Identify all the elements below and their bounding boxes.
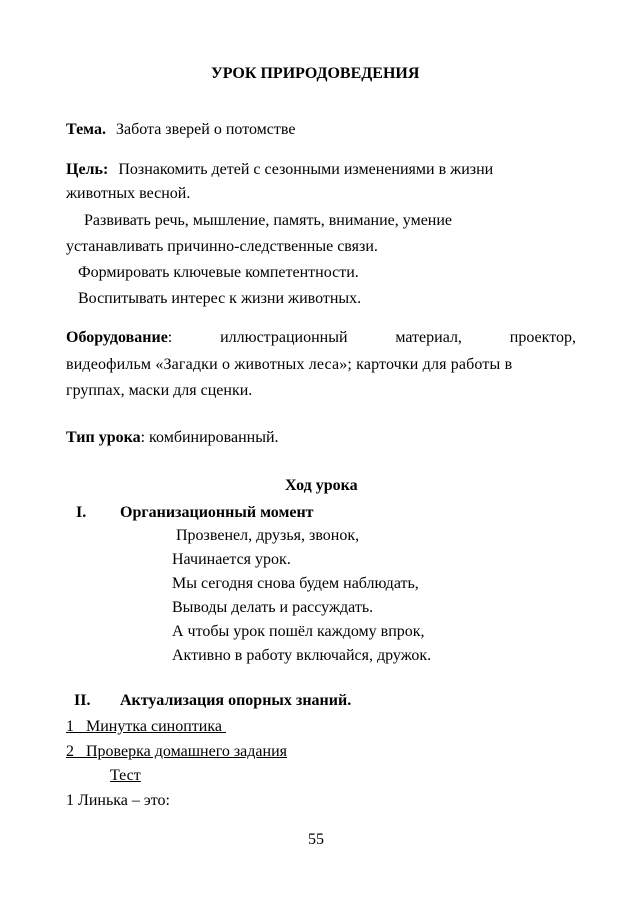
lesson-progress-title: Ход урока <box>285 477 358 494</box>
page-number: 55 <box>308 831 324 848</box>
goal-label: Цель: <box>66 161 109 178</box>
poem-line-4: Выводы делать и рассуждать. <box>172 599 374 616</box>
equipment-line-1 <box>66 328 576 348</box>
poem-line-2: Начинается урок. <box>172 551 291 568</box>
section-2-title: Актуализация опорных знаний. <box>120 692 352 709</box>
section-1-title: Организационный момент <box>120 504 314 521</box>
goal-text-6: Воспитывать интерес к жизни животных. <box>78 290 362 307</box>
test-label: Тест <box>110 767 141 784</box>
poem-line-5: А чтобы урок пошёл каждому впрок, <box>172 623 425 640</box>
goal-line-1 <box>66 160 493 180</box>
equipment-word-1: иллюстрационный <box>220 329 348 346</box>
tema-label: Тема. <box>66 121 106 138</box>
tema-line <box>66 120 295 140</box>
goal-text-4: устанавливать причинно-следственные связи. <box>66 238 378 255</box>
goal-text-1: Познакомить детей с сезонными изменениями в жизни <box>118 161 494 178</box>
equipment-head <box>66 328 172 348</box>
goal-text-5: Формировать ключевые компетентности. <box>78 264 359 281</box>
list-item-2: 2 Проверка домашнего задания <box>66 743 287 760</box>
section-2-number: II. <box>74 692 91 709</box>
list-item-1: 1 Минутка синоптика <box>66 718 226 735</box>
poem-line-1: Прозвенел, друзья, звонок, <box>176 527 360 544</box>
equipment-colon: : <box>167 329 173 346</box>
poem-line-3: Мы сегодня снова будем наблюдать, <box>172 575 419 592</box>
equipment-line-3: группах, маски для сценки. <box>66 382 253 399</box>
equipment-label: Оборудование <box>66 329 168 346</box>
lesson-type-label: Тип урока <box>66 429 141 446</box>
poem-line-6: Активно в работу включайся, дружок. <box>172 647 432 664</box>
goal-text-3: Развивать речь, мышление, память, внимание, умение <box>84 212 453 229</box>
tema-text: Забота зверей о потомстве <box>115 121 296 138</box>
equipment-word-3: проектор, <box>509 329 576 346</box>
lesson-type-text: : комбинированный. <box>140 429 279 446</box>
equipment-line-2: видеофильм «Загадки о животных леса»; карточки для работы в <box>66 356 513 373</box>
goal-text-2: животных весной. <box>66 185 191 202</box>
lesson-type-line <box>66 428 279 448</box>
page-title: УРОК ПРИРОДОВЕДЕНИЯ <box>211 65 420 82</box>
question-1: 1 Линька – это: <box>66 792 170 809</box>
section-1-number: I. <box>76 504 87 521</box>
equipment-word-2: материал, <box>395 329 462 346</box>
